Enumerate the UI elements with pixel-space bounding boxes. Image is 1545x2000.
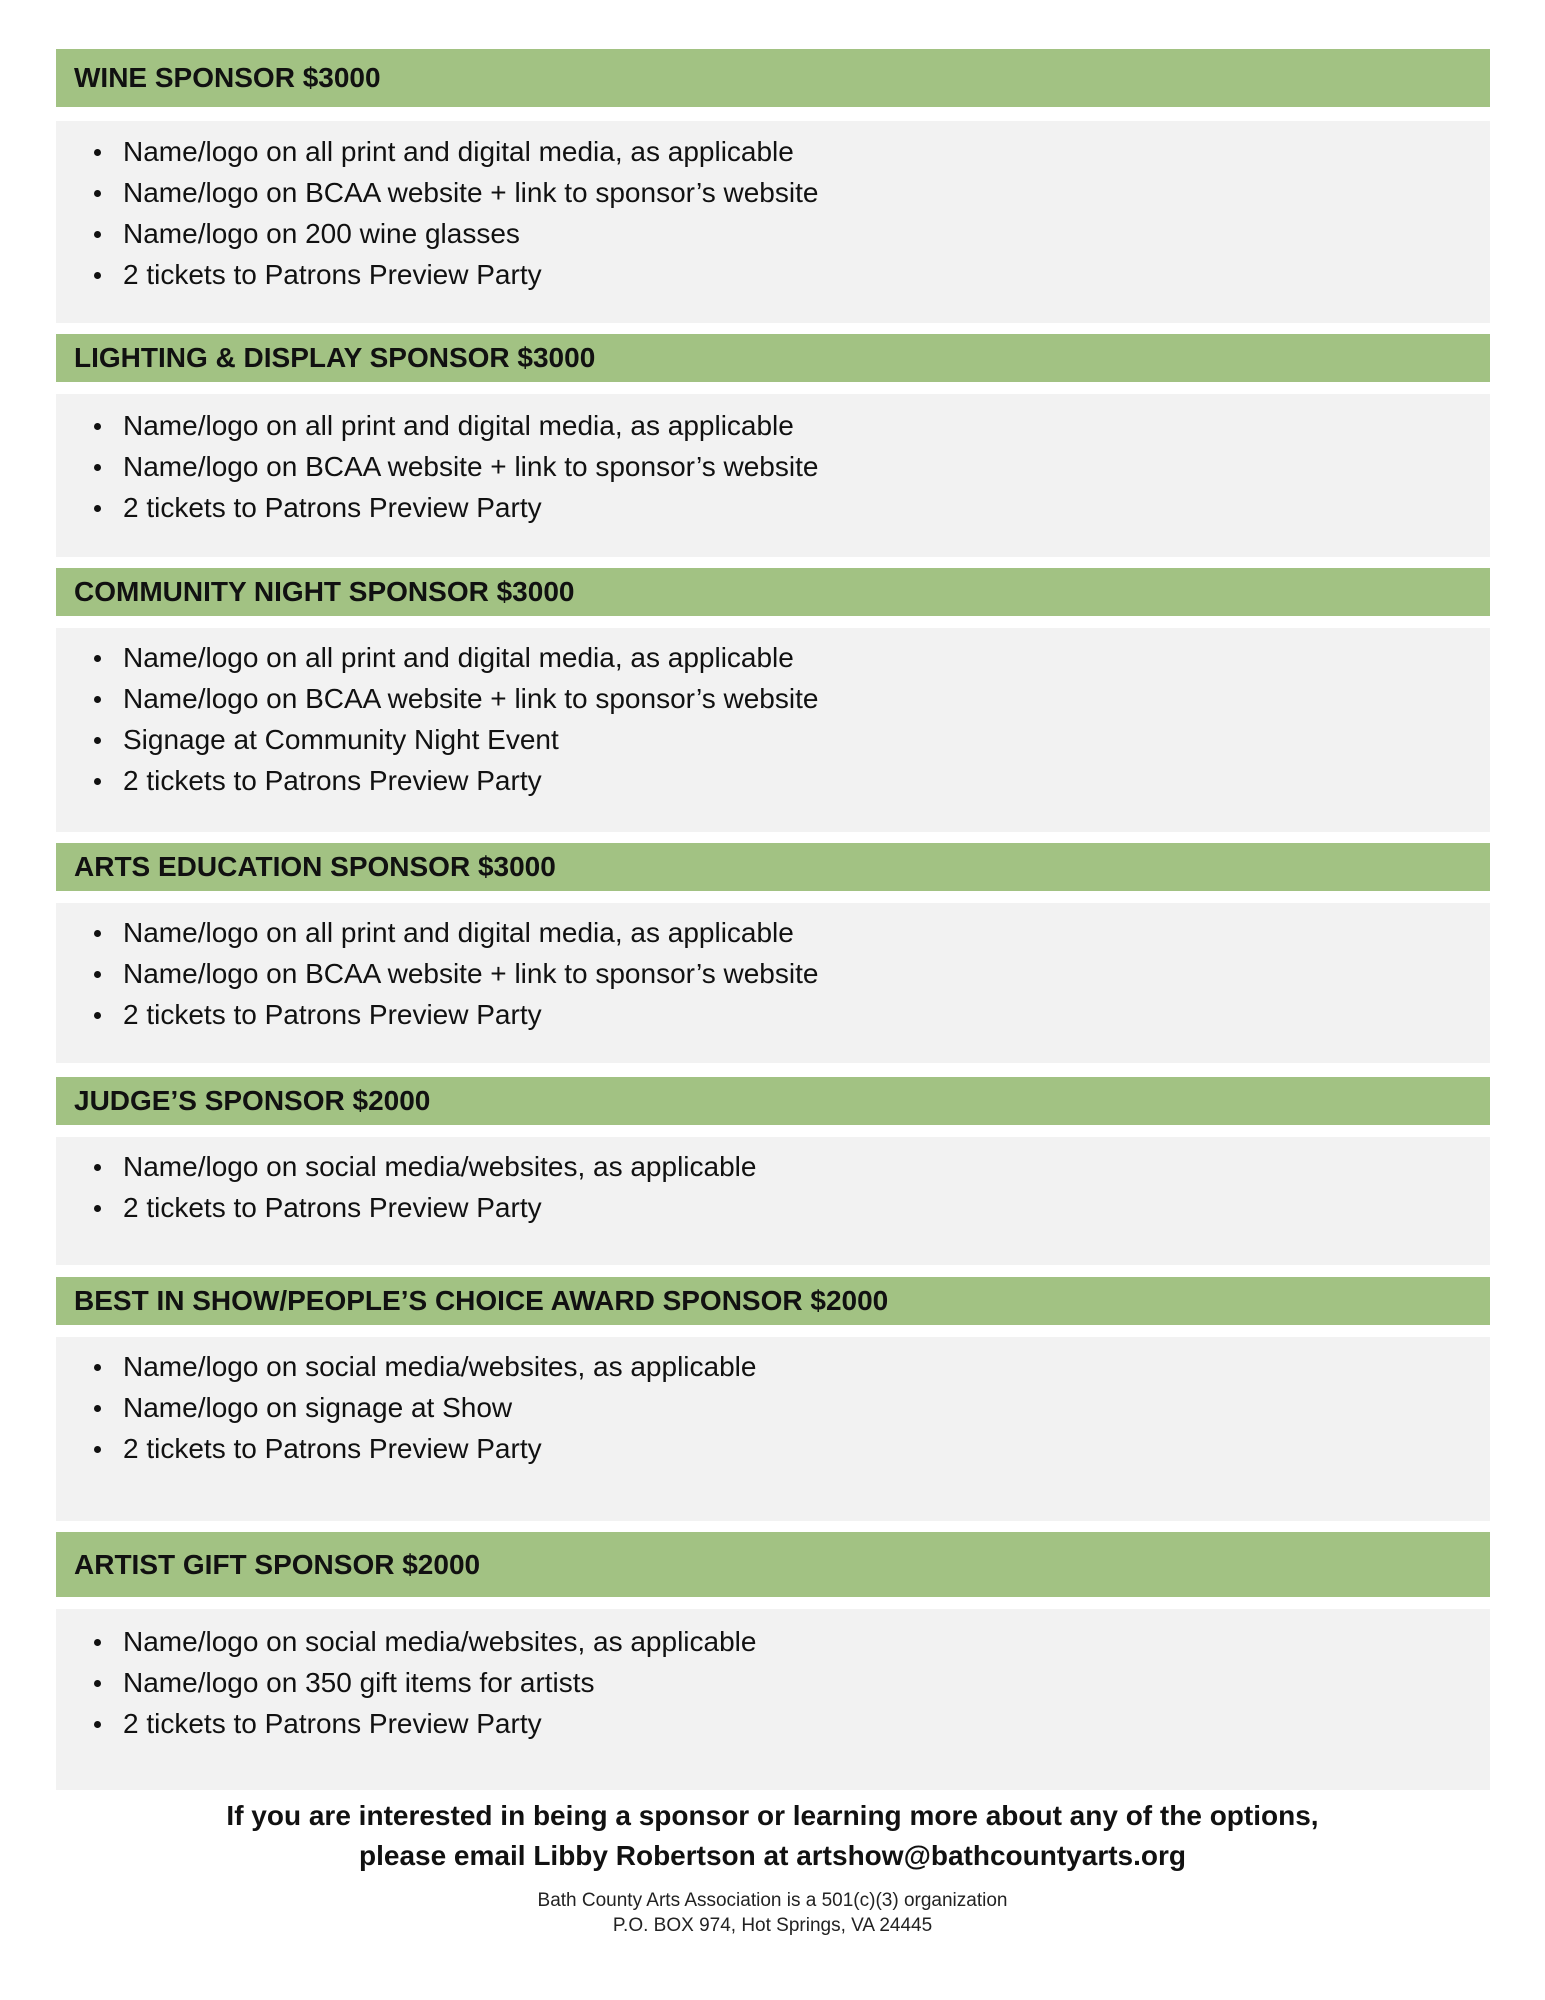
bullet-icon <box>94 1405 101 1412</box>
section-header <box>56 1077 1490 1125</box>
list-item: Name/logo on all print and digital media, as applicable <box>56 637 1490 678</box>
bullet-icon <box>94 423 101 430</box>
bullet-icon <box>94 655 101 662</box>
list-item: Signage at Community Night Event <box>56 719 1490 760</box>
list-item: 2 tickets to Patrons Preview Party <box>56 760 1490 801</box>
benefits-panel <box>56 903 1490 1063</box>
bullet-icon <box>94 1364 101 1371</box>
benefits-panel <box>56 1609 1490 1790</box>
list-item: Name/logo on social media/websites, as applicable <box>56 1346 1490 1387</box>
section-title: BEST IN SHOW/PEOPLE’S CHOICE AWARD SPONSOR $2000 <box>74 1285 889 1316</box>
bullet-icon <box>94 696 101 703</box>
list-item: Name/logo on all print and digital media, as applicable <box>56 912 1490 953</box>
section-title: ARTIST GIFT SPONSOR $2000 <box>74 1548 481 1580</box>
benefits-panel <box>56 1137 1490 1265</box>
list-item: 2 tickets to Patrons Preview Party <box>56 994 1490 1035</box>
list-item: Name/logo on BCAA website + link to sponsor’s website <box>56 446 1490 487</box>
list-item: 2 tickets to Patrons Preview Party <box>56 1428 1490 1469</box>
bullet-icon <box>94 737 101 744</box>
cta-line-1: If you are interested in being a sponsor or learning more about any of the options, <box>226 1800 1319 1831</box>
bullet-icon <box>94 1680 101 1687</box>
list-item: 2 tickets to Patrons Preview Party <box>56 1187 1490 1228</box>
list-item: 2 tickets to Patrons Preview Party <box>56 1703 1490 1744</box>
bullet-icon <box>94 1205 101 1212</box>
benefits-panel <box>56 394 1490 557</box>
section-title: ARTS EDUCATION SPONSOR $3000 <box>74 851 556 882</box>
bullet-icon <box>94 272 101 279</box>
list-item: Name/logo on social media/websites, as applicable <box>56 1146 1490 1187</box>
list-item: Name/logo on BCAA website + link to sponsor’s website <box>56 953 1490 994</box>
benefits-panel <box>56 121 1490 323</box>
section-header <box>56 334 1490 382</box>
section-title: COMMUNITY NIGHT SPONSOR $3000 <box>74 576 575 607</box>
bullet-icon <box>94 1639 101 1646</box>
organization-info <box>0 1888 1545 1938</box>
list-item: 2 tickets to Patrons Preview Party <box>56 487 1490 528</box>
cta-line-2: please email Libby Robertson at artshow@bathcountyarts.org <box>358 1840 1186 1871</box>
benefits-panel <box>56 628 1490 832</box>
section-title: JUDGE’S SPONSOR $2000 <box>74 1085 431 1116</box>
benefits-panel <box>56 1337 1490 1521</box>
bullet-icon <box>94 778 101 785</box>
list-item: Name/logo on all print and digital media, as applicable <box>56 131 1490 172</box>
section-header <box>56 568 1490 616</box>
section-header <box>56 49 1490 107</box>
bullet-icon <box>94 1012 101 1019</box>
bullet-icon <box>94 1164 101 1171</box>
section-header <box>56 843 1490 891</box>
list-item: Name/logo on 350 gift items for artists <box>56 1662 1490 1703</box>
list-item: Name/logo on BCAA website + link to sponsor’s website <box>56 172 1490 213</box>
list-item: 2 tickets to Patrons Preview Party <box>56 254 1490 295</box>
section-title: WINE SPONSOR $3000 <box>74 62 381 93</box>
list-item: Name/logo on BCAA website + link to sponsor’s website <box>56 678 1490 719</box>
bullet-icon <box>94 149 101 156</box>
section-title: LIGHTING & DISPLAY SPONSOR $3000 <box>74 342 596 373</box>
org-status: Bath County Arts Association is a 501(c)(3) organization <box>537 1890 1008 1911</box>
org-address: P.O. BOX 974, Hot Springs, VA 24445 <box>612 1915 933 1936</box>
bullet-icon <box>94 930 101 937</box>
list-item: Name/logo on 200 wine glasses <box>56 213 1490 254</box>
bullet-icon <box>94 1446 101 1453</box>
bullet-icon <box>94 505 101 512</box>
bullet-icon <box>94 231 101 238</box>
list-item: Name/logo on signage at Show <box>56 1387 1490 1428</box>
section-header <box>56 1277 1490 1325</box>
bullet-icon <box>94 1721 101 1728</box>
section-header <box>56 1532 1490 1597</box>
bullet-icon <box>94 190 101 197</box>
bullet-icon <box>94 971 101 978</box>
bullet-icon <box>94 464 101 471</box>
list-item: Name/logo on social media/websites, as applicable <box>56 1621 1490 1662</box>
sponsor-contact-cta <box>0 1796 1545 1876</box>
list-item: Name/logo on all print and digital media, as applicable <box>56 405 1490 446</box>
